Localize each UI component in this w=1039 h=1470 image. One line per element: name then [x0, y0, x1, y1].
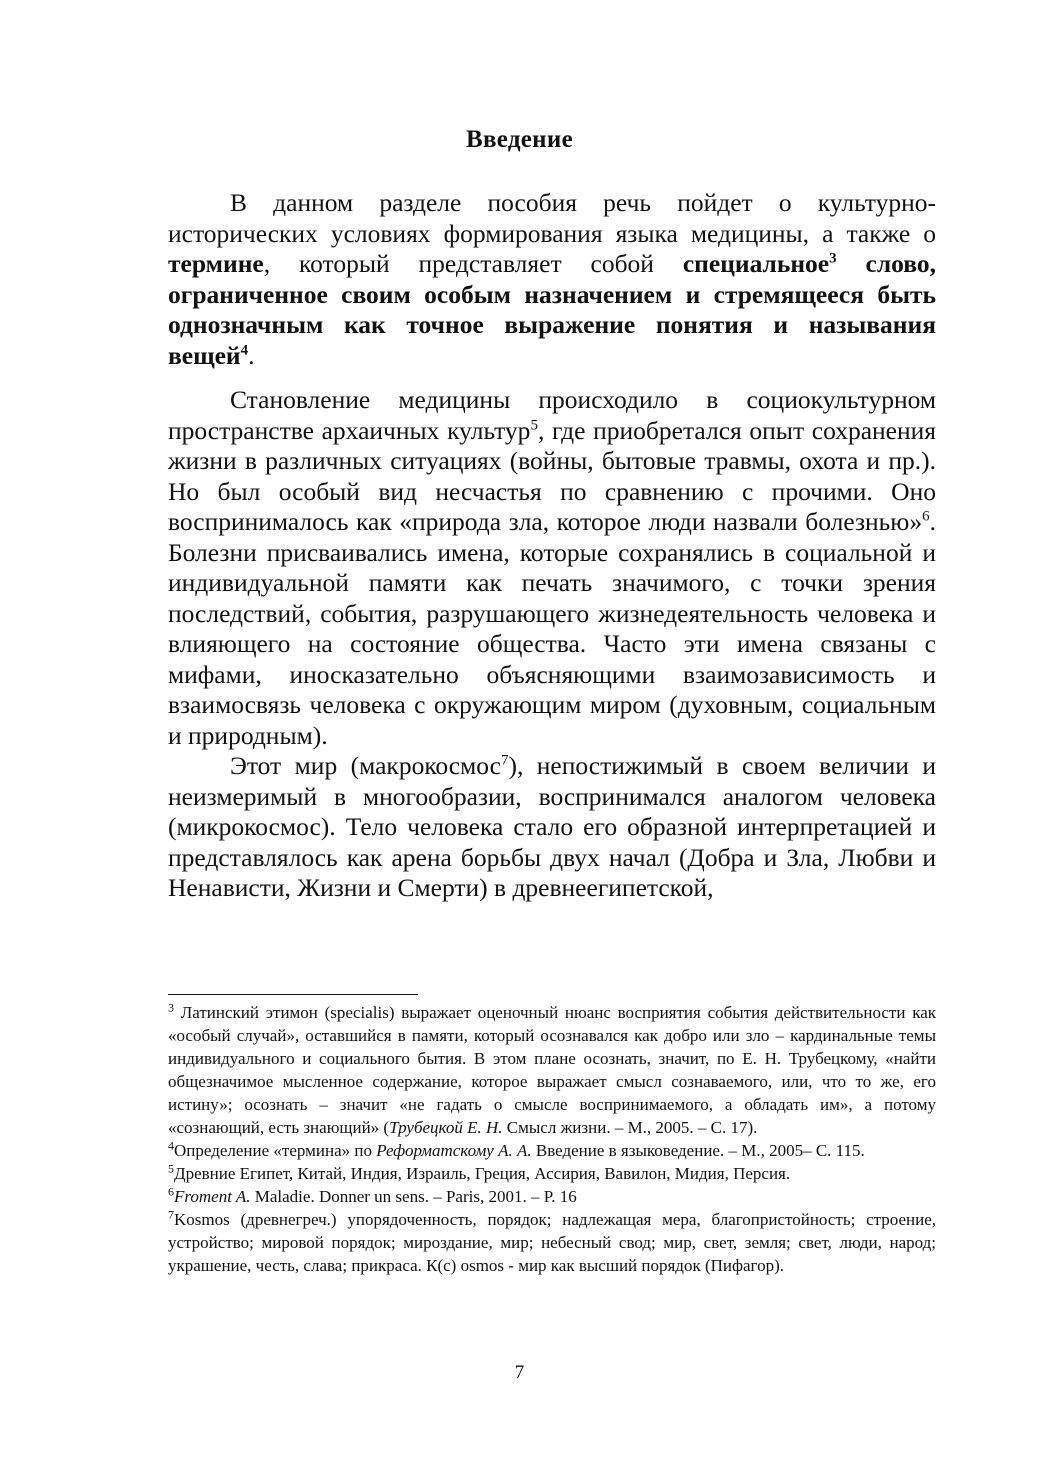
text-run: . Болезни присваивались имена, которые сохранялись в социальной и индивидуальной памяти как печать значимого, с точки зрения последствий, события, разрушающего жизнедеятельность человека и влияющего на состояние общества. Часто эти имена связаны с мифами, иносказательно объясняющими взаимозависимость и взаимосвязь человека с окружающим миром (духовным, социальным и природным). [168, 507, 936, 750]
main-text [168, 188, 936, 904]
footnote-ref-6[interactable]: 6 [922, 508, 930, 525]
footnote-number: 5 [168, 1161, 174, 1176]
footnote-number: 7 [168, 1207, 174, 1222]
footnote-ref-5[interactable]: 5 [530, 417, 538, 433]
italic-author: Реформатскому А. А. [376, 1141, 532, 1160]
text-run: Maladie. Donner un sens. – Paris, 2001. – P. 16 [250, 1187, 577, 1206]
footnote-separator [168, 994, 418, 995]
italic-author: Трубецкой Е. Н. [389, 1118, 503, 1137]
footnote-ref-4[interactable]: 4 [240, 342, 249, 358]
footnote-3 [168, 1001, 936, 1139]
footnote-6 [168, 1185, 936, 1208]
paragraph-1 [168, 188, 936, 371]
footnote-4 [168, 1139, 936, 1162]
footnote-ref-3[interactable]: 3 [829, 250, 837, 267]
text-run: Определение «термина» по [174, 1141, 377, 1160]
text-run: Kosmos (древнегреч.) упорядоченность, порядок; надлежащая мера, благопристойность; строение, устройство; мировой порядок; мироздание, мир; небесный свод; мир, свет, земля; свет, люди, народ; украшение, честь, слава; прикраса. К(с) osmos - мир как высший порядок (Пифагор). [168, 1210, 936, 1275]
footnote-number: 4 [168, 1138, 174, 1153]
footnote-number: 3 [168, 1000, 174, 1015]
text-run: . [248, 340, 255, 370]
footnote-number: 6 [168, 1184, 174, 1199]
bold-run: слово, ограниченное своим особым назначением и стремящееся быть однозначным как точное выражение понятия и называния вещей [168, 249, 936, 370]
footnote-5 [168, 1162, 936, 1185]
italic-author: Froment A. [174, 1187, 251, 1206]
text-run: Введение в языковедение. – М., 2005– С. 115. [531, 1141, 865, 1160]
section-title: Введение [466, 126, 573, 153]
paragraph-3 [168, 751, 936, 904]
footnote-ref-7[interactable]: 7 [500, 752, 509, 769]
page-number: 7 [514, 1362, 525, 1383]
text-run: Становление медицины происходило в социокультурном пространстве архаичных культур [168, 385, 936, 445]
bold-term: термине [168, 249, 264, 278]
text-run: В данном разделе пособия речь пойдет о культурно-исторических условиях формирования языка медицины, а также о [168, 188, 936, 248]
paragraph-2 [168, 385, 936, 751]
footnote-7 [168, 1208, 936, 1277]
text-run: , который представляет собой [263, 249, 683, 278]
text-run: Смысл жизни. – М., 2005. – С. 17). [502, 1118, 758, 1137]
text-run: Древние Египет, Китай, Индия, Израиль, Греция, Ассирия, Вавилон, Мидия, Персия. [174, 1164, 791, 1183]
text-run: ), непостижимый в своем величии и неизмеримый в многообразии, воспринимался аналогом человека (микрокосмос). Тело человека стало его образной интерпретацией и представлялось как арена борьбы двух начал (Добра и Зла, Любви и Ненависти, Жизни и Смерти) в древнеегипетской, [168, 751, 936, 902]
footnotes [168, 1001, 936, 1277]
bold-run: специальное [682, 249, 830, 278]
text-run: Этот мир (макрокосмос [230, 751, 501, 780]
text-run: , где приобретался опыт сохранения жизни в различных ситуациях (войны, бытовые травмы, охота и пр.). Но был особый вид несчастья по сравнению с прочими. Оно воспринималось как «природа зла, которое люди назвали болезнью» [168, 415, 936, 536]
text-run: Латинский этимон (specialis) выражает оценочный нюанс восприятия события действительности как «особый случай», оставшийся в памяти, который осознавался как добро или зло – кардинальные темы индивидуального и социального бытия. В этом плане осознать, значит, по Е. Н. Трубецкому, «найти общезначимое мысленное содержание, которое выражает смысл сознаваемого, или, что то же, его истину»; осознать – значит «не гадать о смысле воспринимаемого, а обладать им», а потому «сознающий, есть знающий» ( [168, 1003, 936, 1137]
